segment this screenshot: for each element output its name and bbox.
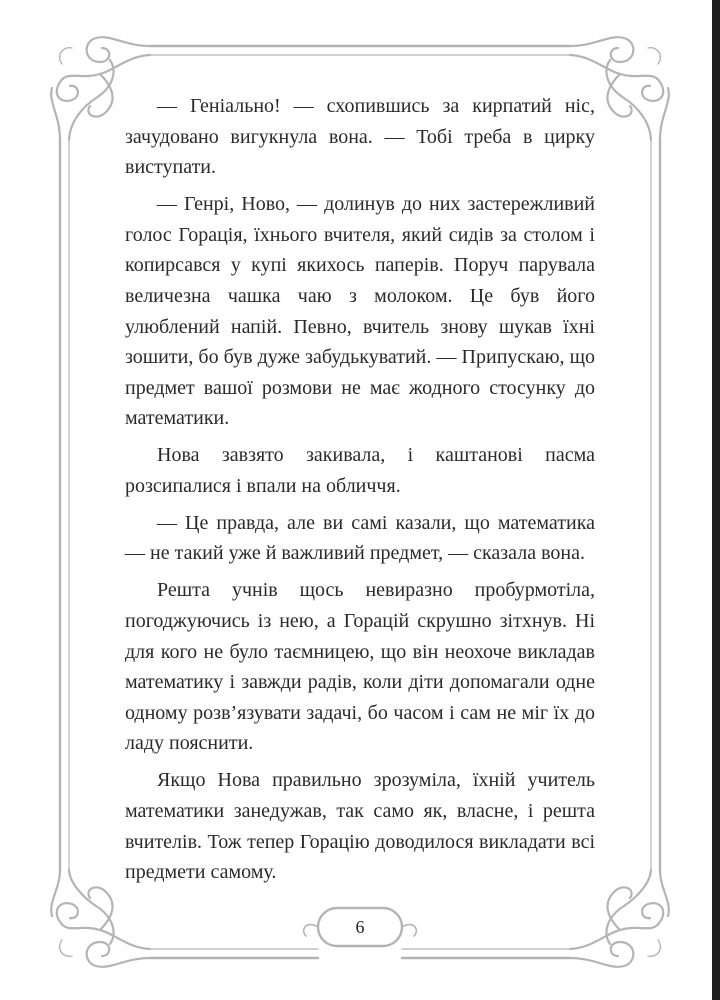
body-text (125, 91, 595, 894)
paragraph: Нова завзято закивала, і каштанові пасма розсипалися і впали на обличчя. (125, 444, 595, 497)
page-number: 6 (355, 917, 365, 937)
paragraph: — Генрі, Ново, — долинув до них застережливий голос Горація, їхнього вчителя, який сидів за столом і копирсався у купі якихось паперів. Поруч парувала величезна чашка чаю з молоком. Це був його улюблений напій. Певно, вчитель знову шукав їхні зошити, бо був дуже забудькуватий. — Припускаю, що предмет вашої розмови не має жодного стосунку до математики. (125, 193, 595, 430)
paragraph: Якщо Нова правильно зрозуміла, їхній учитель математики занедужав, так само як, власне, і решта вчителів. Тож тепер Горацію доводилося викладати всі предмети самому. (125, 769, 595, 884)
paragraph: Решта учнів щось невиразно пробурмотіла, погоджуючись із нею, а Горацій скрушно зітхнув. Ні для кого не було таємницею, що він неохоче викладав математику і завжди радів, коли діти допомагали одне одному розв’язувати задачі, бо часом і сам не міг їх до ладу пояснити. (125, 579, 595, 755)
paragraph: — Це правда, але ви самі казали, що математика — не такий уже й важливий предмет, — сказала вона. (125, 511, 595, 565)
paragraph: — Геніально! — схопившись за кирпатий ніс, зачудовано вигукнула вона. — Тобі треба в цирку виступати. (125, 95, 595, 179)
